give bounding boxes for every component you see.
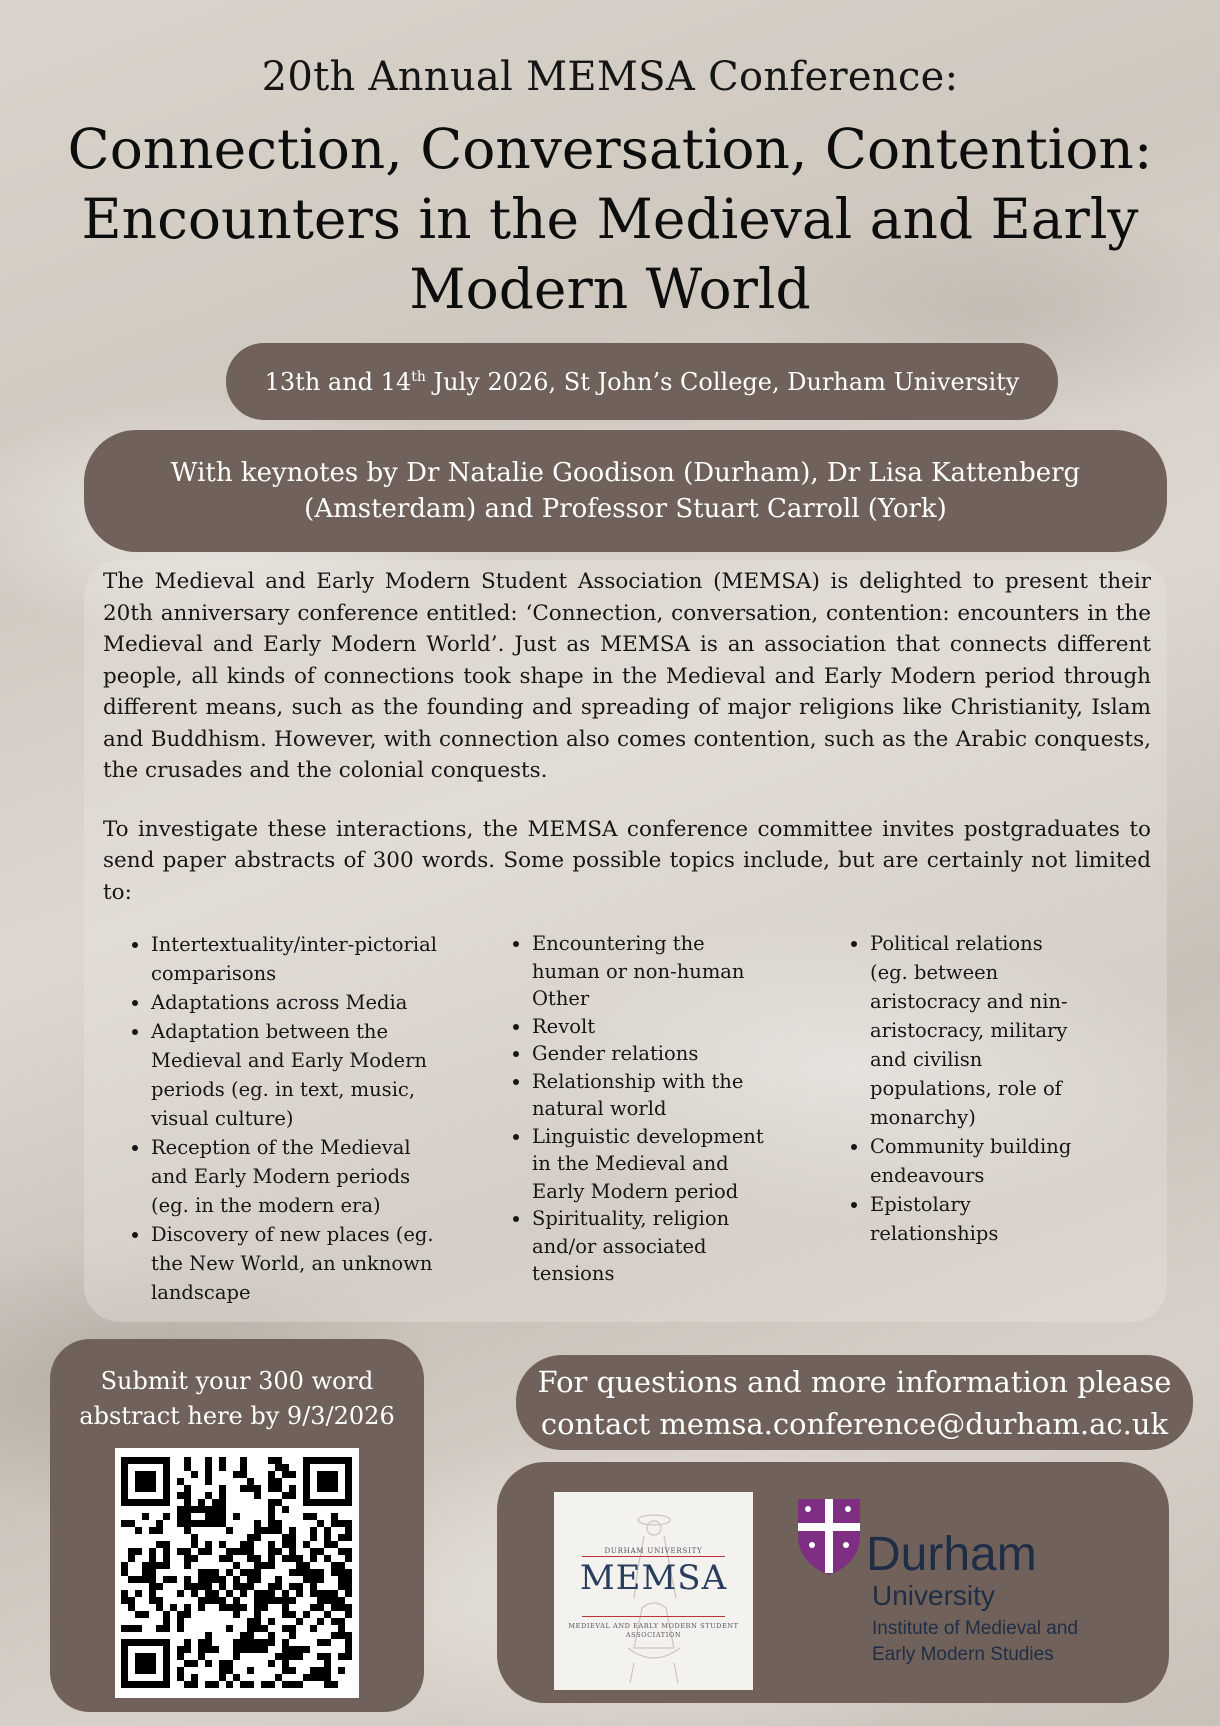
durham-shield-icon <box>796 1497 862 1577</box>
topic-item: • Spirituality, religion and/or associated tensions <box>532 1205 777 1288</box>
topic-item: • Adaptations across Media <box>151 988 451 1017</box>
topic-item: • Epistolary relationships <box>870 1190 1080 1248</box>
durham-university-label: University <box>872 1580 995 1611</box>
memsa-divider <box>582 1616 725 1617</box>
title-line: Modern World <box>409 257 811 321</box>
topic-item: • Encountering the human or non-human Other <box>532 930 777 1013</box>
memsa-university: DURHAM UNIVERSITY <box>604 1547 703 1555</box>
contact-banner <box>516 1355 1193 1450</box>
date-text: 13th and 14th July 2026, St John’s College, Durham University <box>264 367 1020 396</box>
conference-subtitle: 20th Annual MEMSA Conference: <box>261 54 959 100</box>
memsa-divider <box>582 1556 725 1557</box>
topic-item: • Intertextuality/inter-pictorial comparisons <box>151 930 451 988</box>
topic-item: • Political relations (eg. between aristocracy and nin-aristocracy, military and civilisn populations, role of monarchy) <box>870 929 1080 1132</box>
contact-line: For questions and more information please <box>537 1364 1172 1399</box>
topics-column-2 <box>512 930 777 1288</box>
durham-wordmark: Durham <box>866 1528 1037 1581</box>
topic-item: • Linguistic development in the Medieval and Early Modern period <box>532 1123 777 1206</box>
qr-code-graphic[interactable] <box>115 1448 359 1698</box>
keynotes-line: (Amsterdam) and Professor Stuart Carroll (York) <box>304 494 947 524</box>
submission-caption: Submit your 300 word abstract here by 9/3/2026 <box>79 1367 395 1430</box>
durham-university-logo <box>794 1497 1134 1677</box>
title-line: Encounters in the Medieval and Early <box>81 187 1139 251</box>
topic-item: • Gender relations <box>532 1040 777 1068</box>
topic-item: • Relationship with the natural world <box>532 1068 777 1123</box>
keynotes-banner <box>84 430 1167 552</box>
title-line: Connection, Conversation, Contention: <box>67 117 1153 181</box>
conference-title <box>20 114 1200 324</box>
topic-item: • Community building endeavours <box>870 1132 1080 1190</box>
topic-item: • Discovery of new places (eg. the New World, an unknown landscape <box>151 1220 451 1307</box>
durham-institute-label: Institute of Medieval and Early Modern Studies <box>872 1618 1078 1665</box>
contact-email[interactable]: contact memsa.conference@durham.ac.uk <box>540 1406 1169 1441</box>
qr-code-icon[interactable] <box>115 1448 359 1698</box>
memsa-full-name: MEDIEVAL AND EARLY MODERN STUDENT ASSOCIATION <box>568 1622 739 1639</box>
topic-item: • Adaptation between the Medieval and Early Modern periods (eg. in text, music, visual culture) <box>151 1017 451 1133</box>
topics-column-3 <box>850 929 1080 1248</box>
topic-item: • Revolt <box>532 1013 777 1041</box>
intro-paragraph: The Medieval and Early Modern Student Association (MEMSA) is delighted to present their 20th anniversary conference entitled: ‘Connection, conversation, contention: encounters in the Medieval and Early Modern World’. Just as MEMSA is an association that connects different people, all kinds of connections took shape in the Medieval and Early Modern period through different means, such as the founding and spreading of major religions like Christianity, Islam and Buddhism. However, with connection also comes contention, such as the Arabic conquests, the crusades and the colonial conquests. <box>103 569 1151 783</box>
memsa-logo <box>554 1492 753 1690</box>
date-venue-banner <box>226 343 1058 420</box>
memsa-name: MEMSA <box>579 1558 728 1598</box>
topic-item: • Reception of the Medieval and Early Modern periods (eg. in the modern era) <box>151 1133 451 1220</box>
topics-column-1 <box>131 930 451 1307</box>
invitation-paragraph: To investigate these interactions, the MEMSA conference committee invites postgraduates to send paper abstracts of 300 words. Some possible topics include, but are certainly not limited to: <box>103 816 1151 905</box>
keynotes-line: With keynotes by Dr Natalie Goodison (Durham), Dr Lisa Kattenberg <box>170 458 1081 488</box>
call-for-papers-text <box>103 566 1151 935</box>
